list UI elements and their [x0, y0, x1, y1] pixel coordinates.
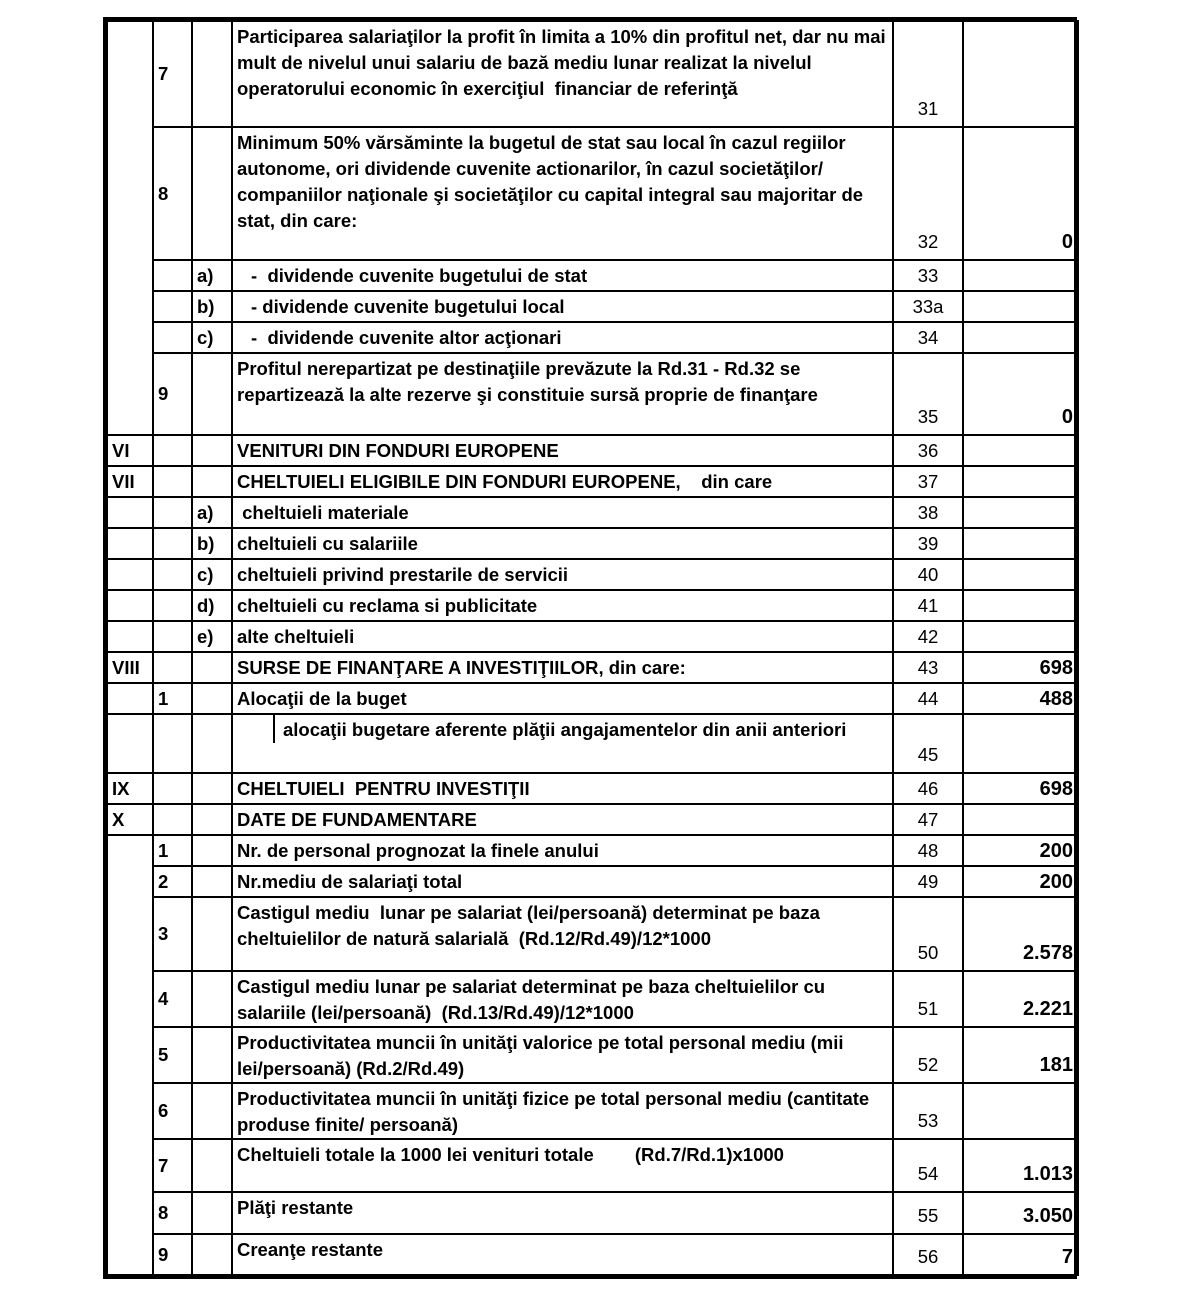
table-row	[107, 621, 1078, 652]
item-letter-cell	[192, 21, 232, 127]
description-cell: Cheltuieli totale la 1000 lei venituri totale (Rd.7/Rd.1)x1000	[232, 1139, 893, 1192]
table-row	[107, 435, 1078, 466]
section-roman-cell	[107, 1234, 153, 1275]
table-row	[107, 127, 1078, 260]
item-number-cell: 1	[153, 683, 192, 714]
value-cell	[963, 559, 1078, 590]
item-number-cell	[153, 322, 192, 353]
table-row	[107, 971, 1078, 1027]
item-number-cell: 9	[153, 1234, 192, 1275]
item-letter-cell	[192, 773, 232, 804]
value-cell: 0	[963, 127, 1078, 260]
table-row	[107, 1027, 1078, 1083]
row-code-cell: 46	[893, 773, 963, 804]
description-cell: Nr. de personal prognozat la finele anului	[232, 835, 893, 866]
table-row	[107, 804, 1078, 835]
item-letter-cell: a)	[192, 260, 232, 291]
table-row	[107, 1192, 1078, 1234]
table-row	[107, 291, 1078, 322]
item-letter-cell	[192, 714, 232, 773]
item-number-cell	[153, 773, 192, 804]
item-letter-cell	[192, 897, 232, 971]
description-cell: Castigul mediu lunar pe salariat determinat pe baza cheltuielilor cu salariile (lei/persoană) (Rd.13/Rd.49)/12*1000	[232, 971, 893, 1027]
value-cell: 698	[963, 773, 1078, 804]
row-code-cell: 38	[893, 497, 963, 528]
row-code-cell: 33	[893, 260, 963, 291]
section-roman-cell: X	[107, 804, 153, 835]
row-code-cell: 48	[893, 835, 963, 866]
item-number-cell: 8	[153, 127, 192, 260]
item-number-cell	[153, 466, 192, 497]
row-code-cell: 45	[893, 714, 963, 773]
item-number-cell	[153, 435, 192, 466]
item-letter-cell	[192, 1027, 232, 1083]
value-cell	[963, 322, 1078, 353]
value-cell: 3.050	[963, 1192, 1078, 1234]
item-number-cell: 1	[153, 835, 192, 866]
item-number-cell	[153, 559, 192, 590]
description-cell: Nr.mediu de salariaţi total	[232, 866, 893, 897]
item-letter-cell	[192, 804, 232, 835]
description-cell: - dividende cuvenite altor acţionari	[232, 322, 893, 353]
value-cell: 200	[963, 866, 1078, 897]
value-cell: 488	[963, 683, 1078, 714]
section-roman-cell: VI	[107, 435, 153, 466]
item-number-cell: 2	[153, 866, 192, 897]
section-roman-cell	[107, 1083, 153, 1139]
description-cell: cheltuieli privind prestarile de servicii	[232, 559, 893, 590]
item-letter-cell	[192, 971, 232, 1027]
item-letter-cell: c)	[192, 559, 232, 590]
row-code-cell: 44	[893, 683, 963, 714]
section-roman-cell	[107, 971, 153, 1027]
section-roman-cell	[107, 21, 153, 127]
item-number-cell: 5	[153, 1027, 192, 1083]
section-roman-cell	[107, 897, 153, 971]
description-cell: VENITURI DIN FONDURI EUROPENE	[232, 435, 893, 466]
description-cell: - dividende cuvenite bugetului local	[232, 291, 893, 322]
item-number-cell: 6	[153, 1083, 192, 1139]
description-cell: Creanţe restante	[232, 1234, 893, 1275]
row-code-cell: 42	[893, 621, 963, 652]
item-letter-cell: a)	[192, 497, 232, 528]
section-roman-cell	[107, 127, 153, 260]
item-number-cell: 8	[153, 1192, 192, 1234]
description-cell: cheltuieli materiale	[232, 497, 893, 528]
value-cell: 181	[963, 1027, 1078, 1083]
value-cell	[963, 466, 1078, 497]
item-number-cell	[153, 590, 192, 621]
row-code-cell: 56	[893, 1234, 963, 1275]
table-row	[107, 497, 1078, 528]
budget-table	[106, 20, 1079, 1276]
table-row	[107, 835, 1078, 866]
row-code-cell: 47	[893, 804, 963, 835]
value-cell: 7	[963, 1234, 1078, 1275]
value-cell	[963, 804, 1078, 835]
section-roman-cell	[107, 590, 153, 621]
section-roman-cell	[107, 1027, 153, 1083]
item-number-cell: 4	[153, 971, 192, 1027]
table-row	[107, 773, 1078, 804]
item-letter-cell	[192, 1234, 232, 1275]
item-letter-cell	[192, 1192, 232, 1234]
description-cell: Participarea salariaţilor la profit în limita a 10% din profitul net, dar nu mai mult de nivelul unui salariu de bază mediu lunar realizat la nivelul operatorului economic în exerciţiul financiar de referinţă	[232, 21, 893, 127]
item-letter-cell	[192, 435, 232, 466]
item-letter-cell	[192, 866, 232, 897]
value-cell	[963, 21, 1078, 127]
description-cell: Productivitatea muncii în unităţi valorice pe total personal mediu (mii lei/persoană) (Rd.2/Rd.49)	[232, 1027, 893, 1083]
row-code-cell: 55	[893, 1192, 963, 1234]
description-cell	[232, 714, 893, 773]
section-roman-cell	[107, 260, 153, 291]
item-letter-cell: d)	[192, 590, 232, 621]
value-cell	[963, 1083, 1078, 1139]
section-roman-cell	[107, 683, 153, 714]
description-cell: Castigul mediu lunar pe salariat (lei/persoană) determinat pe baza cheltuielilor de natură salarială (Rd.12/Rd.49)/12*1000	[232, 897, 893, 971]
table-row	[107, 528, 1078, 559]
item-number-cell	[153, 621, 192, 652]
section-roman-cell: VII	[107, 466, 153, 497]
table-row	[107, 1139, 1078, 1192]
section-roman-cell	[107, 835, 153, 866]
section-roman-cell	[107, 621, 153, 652]
row-code-cell: 36	[893, 435, 963, 466]
item-letter-cell	[192, 683, 232, 714]
row-code-cell: 39	[893, 528, 963, 559]
section-roman-cell	[107, 291, 153, 322]
row-code-cell: 35	[893, 353, 963, 435]
table-row	[107, 683, 1078, 714]
section-roman-cell	[107, 497, 153, 528]
value-cell	[963, 528, 1078, 559]
item-letter-cell: c)	[192, 322, 232, 353]
value-cell	[963, 621, 1078, 652]
item-letter-cell	[192, 353, 232, 435]
row-code-cell: 43	[893, 652, 963, 683]
section-roman-cell: VIII	[107, 652, 153, 683]
row-code-cell: 40	[893, 559, 963, 590]
item-letter-cell	[192, 1083, 232, 1139]
description-cell: SURSE DE FINANŢARE A INVESTIŢIILOR, din care:	[232, 652, 893, 683]
description-cell: Plăţi restante	[232, 1192, 893, 1234]
section-roman-cell	[107, 1139, 153, 1192]
item-number-cell: 9	[153, 353, 192, 435]
description-cell: Productivitatea muncii în unităţi fizice pe total personal mediu (cantitate produse finite/ persoană)	[232, 1083, 893, 1139]
value-cell: 1.013	[963, 1139, 1078, 1192]
row-code-cell: 37	[893, 466, 963, 497]
section-roman-cell: IX	[107, 773, 153, 804]
row-code-cell: 33a	[893, 291, 963, 322]
budget-table-sheet	[103, 17, 1077, 1279]
item-letter-cell: b)	[192, 291, 232, 322]
table-row	[107, 21, 1078, 127]
item-letter-cell	[192, 652, 232, 683]
inner-divider	[232, 715, 275, 743]
table-row	[107, 353, 1078, 435]
value-cell: 2.221	[963, 971, 1078, 1027]
table-row	[107, 1234, 1078, 1275]
table-row	[107, 466, 1078, 497]
item-letter-cell	[192, 466, 232, 497]
value-cell	[963, 714, 1078, 773]
table-row	[107, 714, 1078, 773]
item-number-cell	[153, 714, 192, 773]
table-row	[107, 322, 1078, 353]
row-code-cell: 31	[893, 21, 963, 127]
value-cell: 0	[963, 353, 1078, 435]
description-cell: Alocaţii de la buget	[232, 683, 893, 714]
item-number-cell: 3	[153, 897, 192, 971]
row-code-cell: 52	[893, 1027, 963, 1083]
table-row	[107, 1083, 1078, 1139]
section-roman-cell	[107, 353, 153, 435]
item-letter-cell: e)	[192, 621, 232, 652]
row-code-cell: 49	[893, 866, 963, 897]
row-code-cell: 34	[893, 322, 963, 353]
description-cell: DATE DE FUNDAMENTARE	[232, 804, 893, 835]
section-roman-cell	[107, 559, 153, 590]
description-cell: CHELTUIELI PENTRU INVESTIŢII	[232, 773, 893, 804]
row-code-cell: 51	[893, 971, 963, 1027]
item-number-cell	[153, 528, 192, 559]
description-text: alocaţii bugetare aferente plăţii angajamentelor din anii anteriori	[283, 719, 847, 740]
item-number-cell	[153, 497, 192, 528]
description-cell: - dividende cuvenite bugetului de stat	[232, 260, 893, 291]
table-row	[107, 559, 1078, 590]
table-row	[107, 652, 1078, 683]
value-cell	[963, 497, 1078, 528]
item-number-cell	[153, 652, 192, 683]
table-row	[107, 260, 1078, 291]
description-cell: alte cheltuieli	[232, 621, 893, 652]
value-cell: 2.578	[963, 897, 1078, 971]
table-row	[107, 590, 1078, 621]
value-cell	[963, 291, 1078, 322]
description-cell: Profitul nerepartizat pe destinaţiile prevăzute la Rd.31 - Rd.32 se repartizează la alte rezerve şi constituie sursă proprie de finanţare	[232, 353, 893, 435]
value-cell: 200	[963, 835, 1078, 866]
value-cell: 698	[963, 652, 1078, 683]
item-letter-cell	[192, 127, 232, 260]
row-code-cell: 32	[893, 127, 963, 260]
section-roman-cell	[107, 866, 153, 897]
description-cell: cheltuieli cu salariile	[232, 528, 893, 559]
row-code-cell: 53	[893, 1083, 963, 1139]
item-number-cell	[153, 804, 192, 835]
value-cell	[963, 435, 1078, 466]
row-code-cell: 50	[893, 897, 963, 971]
item-number-cell	[153, 291, 192, 322]
row-code-cell: 54	[893, 1139, 963, 1192]
description-cell: Minimum 50% vărsăminte la bugetul de stat sau local în cazul regiilor autonome, ori dividende cuvenite actionarilor, în cazul societăţilor/ companiilor naţionale şi societăţilor cu capital integral sau majoritar de stat, din care:	[232, 127, 893, 260]
value-cell	[963, 260, 1078, 291]
item-letter-cell: b)	[192, 528, 232, 559]
item-number-cell: 7	[153, 21, 192, 127]
description-cell: cheltuieli cu reclama si publicitate	[232, 590, 893, 621]
section-roman-cell	[107, 1192, 153, 1234]
table-row	[107, 866, 1078, 897]
item-letter-cell	[192, 835, 232, 866]
row-code-cell: 41	[893, 590, 963, 621]
table-row	[107, 897, 1078, 971]
value-cell	[963, 590, 1078, 621]
section-roman-cell	[107, 528, 153, 559]
section-roman-cell	[107, 322, 153, 353]
item-number-cell: 7	[153, 1139, 192, 1192]
item-number-cell	[153, 260, 192, 291]
section-roman-cell	[107, 714, 153, 773]
description-cell: CHELTUIELI ELIGIBILE DIN FONDURI EUROPENE, din care	[232, 466, 893, 497]
item-letter-cell	[192, 1139, 232, 1192]
